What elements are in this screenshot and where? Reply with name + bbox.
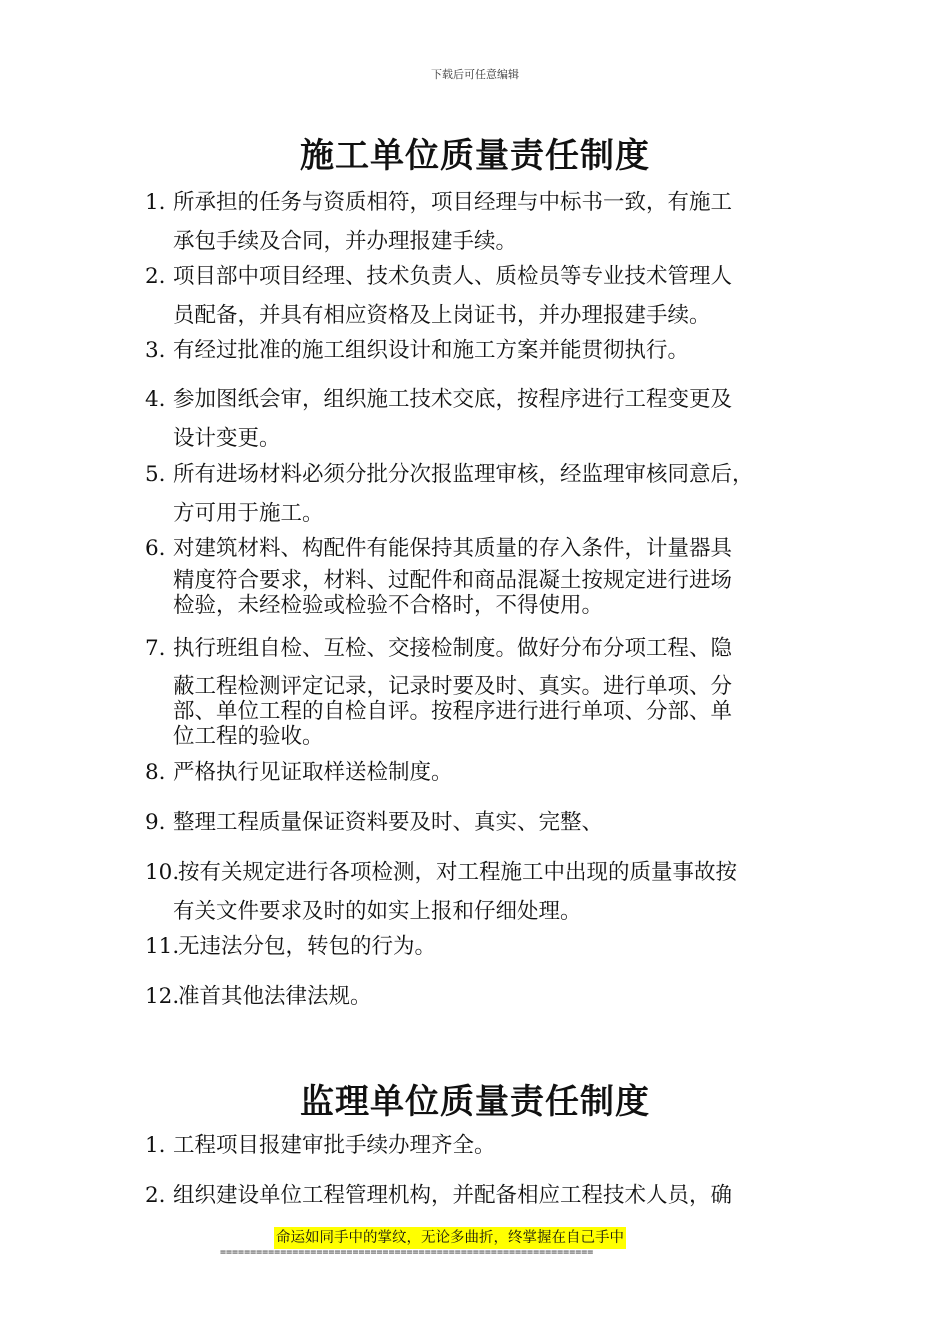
item-text: 按有关规定进行各项检测，对工程施工中出现的质量事故按 有关文件要求及时的如实上报和仔细处理。 xyxy=(173,860,738,924)
list-item xyxy=(145,331,825,370)
item-text: 项目部中项目经理、技术负责人、质检员等专业技术管理人 员配备，并具有相应资格及上岗证书，并办理报建手续。 xyxy=(173,264,733,328)
section-title-supervision: 监理单位质量责任制度 xyxy=(300,1082,650,1122)
item-text: 准首其他法律法规。 xyxy=(178,984,372,1009)
item-text: 整理工程质量保证资料要及时、真实、完整、 xyxy=(173,810,604,835)
list-item xyxy=(145,1176,825,1215)
item-number: 3. xyxy=(145,338,166,363)
item-number: 9. xyxy=(145,810,166,835)
header-note: 下载后可任意编辑 xyxy=(431,68,519,81)
item-number: 12. xyxy=(145,984,180,1009)
item-number: 11. xyxy=(145,934,180,959)
item-text: 所承担的任务与资质相符，项目经理与中标书一致，有施工 承包手续及合同，并办理报建手续。 xyxy=(173,190,733,254)
item-number: 8. xyxy=(145,760,166,785)
item-text: 对建筑材料、构配件有能保持其质量的存入条件，计量器具 精度符合要求，材料、过配件和商品混凝土按规定进行进场 检验，未经检验或检验不合格时，不得使用。 xyxy=(173,536,733,618)
list-item xyxy=(145,629,825,749)
list-item xyxy=(145,927,825,966)
list-item xyxy=(145,380,825,458)
footer-note: 命运如同手中的掌纹，无论多曲折，终掌握在自己手中 xyxy=(274,1227,626,1249)
item-number: 10. xyxy=(145,860,180,885)
item-number: 2. xyxy=(145,264,166,289)
item-number: 1. xyxy=(145,1133,166,1158)
item-number: 1. xyxy=(145,190,166,215)
item-number: 4. xyxy=(145,387,166,412)
item-text: 执行班组自检、互检、交接检制度。做好分布分项工程、隐 蔽工程检测评定记录，记录时要及时、真实。进行单项、分 部、单位工程的自检自评。按程序进行进行单项、分部、单 位工程的验收。 xyxy=(173,636,733,749)
list-item xyxy=(145,183,825,261)
item-number: 5. xyxy=(145,462,166,487)
item-text: 有经过批准的施工组织设计和施工方案并能贯彻执行。 xyxy=(173,338,690,363)
item-text: 参加图纸会审，组织施工技术交底，按程序进行工程变更及 设计变更。 xyxy=(173,387,733,451)
list-item xyxy=(145,455,825,533)
list-item xyxy=(145,853,825,931)
item-text: 工程项目报建审批手续办理齐全。 xyxy=(173,1133,496,1158)
list-item xyxy=(145,257,825,335)
list-item xyxy=(145,977,825,1016)
footer-rule: ============================================================== xyxy=(220,1247,594,1258)
section-title-construction: 施工单位质量责任制度 xyxy=(300,136,650,176)
item-number: 6. xyxy=(145,536,166,561)
list-item xyxy=(145,529,825,618)
item-number: 2. xyxy=(145,1183,166,1208)
item-text: 无违法分包，转包的行为。 xyxy=(178,934,437,959)
list-item xyxy=(145,753,825,792)
list-item xyxy=(145,1126,825,1165)
list-item xyxy=(145,803,825,842)
item-number: 7. xyxy=(145,636,166,661)
item-text: 严格执行见证取样送检制度。 xyxy=(173,760,453,785)
item-text: 所有进场材料必须分批分次报监理审核，经监理审核同意后， 方可用于施工。 xyxy=(173,462,754,526)
item-text: 组织建设单位工程管理机构，并配备相应工程技术人员，确 xyxy=(173,1183,733,1208)
